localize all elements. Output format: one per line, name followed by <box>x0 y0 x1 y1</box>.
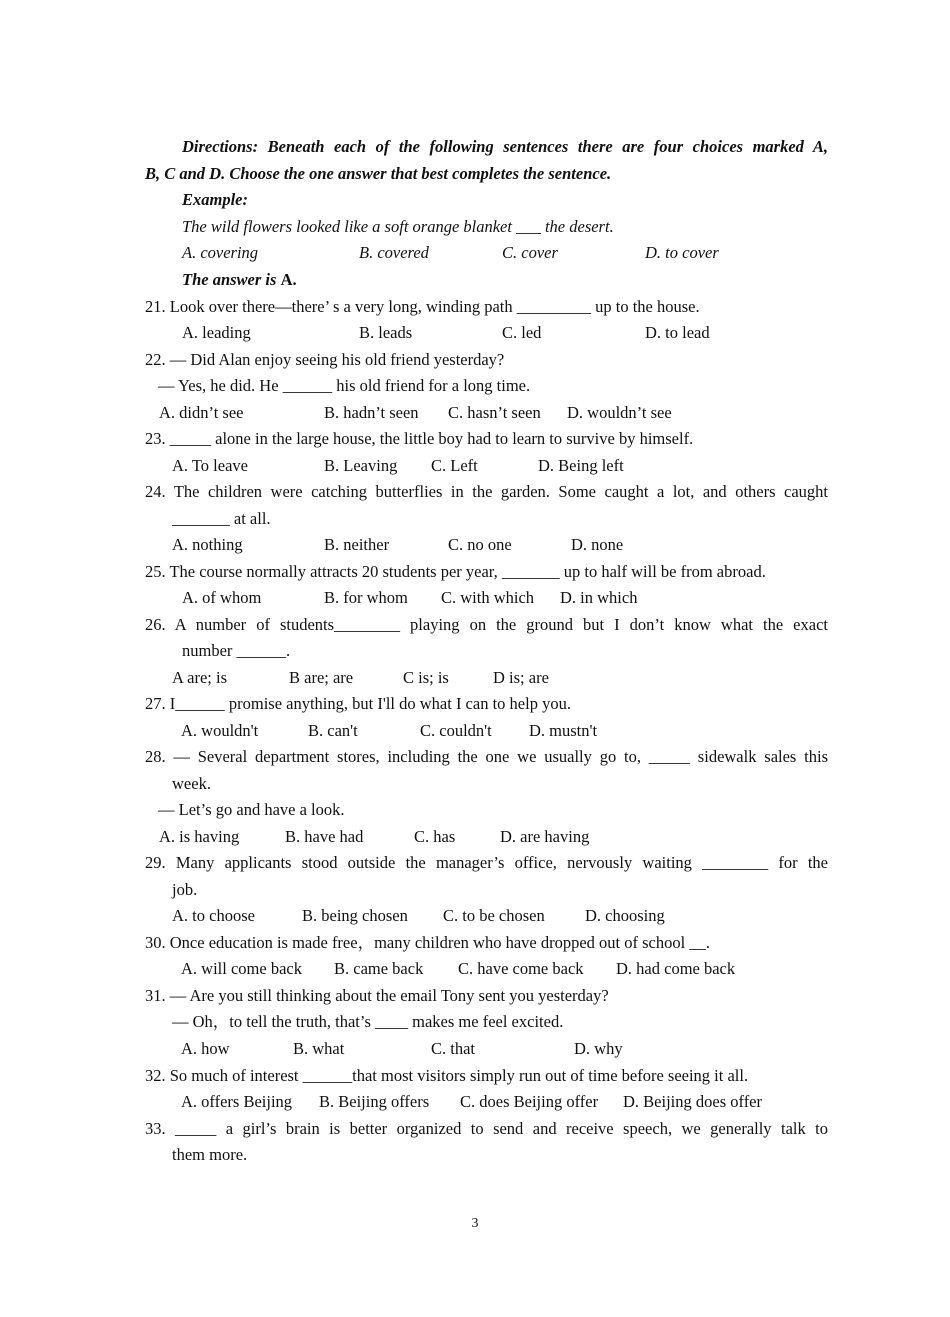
question-32-stem: 32. So much of interest ______that most visitors simply run out of time before seeing it all. <box>145 1066 749 1085</box>
example-option-b: B. covered <box>359 243 429 262</box>
q27-option-b: B. can't <box>308 721 358 740</box>
q30-option-d: D. had come back <box>616 959 736 978</box>
q26-option-a: A are; is <box>172 668 227 687</box>
q28-option-d: D. are having <box>500 827 590 846</box>
q26-option-c: C is; is <box>403 668 449 687</box>
question-29-stem-line-2: job. <box>172 880 198 899</box>
example-answer-prefix: The answer is <box>182 270 281 289</box>
question-28-reply: — Let’s go and have a look. <box>158 800 345 819</box>
q32-option-a: A. offers Beijing <box>181 1092 293 1111</box>
q24-option-c: C. no one <box>448 535 512 554</box>
q25-option-d: D. in which <box>560 588 638 607</box>
page-number: 3 <box>471 1216 479 1231</box>
q29-option-a: A. to choose <box>172 906 255 925</box>
q23-option-a: A. To leave <box>172 456 248 475</box>
q26-option-d: D is; are <box>493 668 549 687</box>
question-31-stem: 31. — Are you still thinking about the email Tony sent you yesterday? <box>145 986 609 1005</box>
example-option-a: A. covering <box>182 243 259 262</box>
example-label: Example: <box>182 190 248 209</box>
directions-line-2: B, C and D. Choose the one answer that best completes the sentence. <box>145 164 612 183</box>
q32-option-b: B. Beijing offers <box>319 1092 430 1111</box>
q21-option-c: C. led <box>502 323 542 342</box>
q32-option-d: D. Beijing does offer <box>623 1092 763 1111</box>
q24-option-b: B. neither <box>324 535 390 554</box>
q21-option-d: D. to lead <box>645 323 710 342</box>
question-31-reply: — Oh，to tell the truth, that’s ____ makes me feel excited. <box>172 1012 564 1031</box>
q22-option-d: D. wouldn’t see <box>567 403 672 422</box>
question-26-stem-line-1: 26. A number of students________ playing on the ground but I don’t know what the exact <box>145 615 828 634</box>
question-27-stem: 27. I______ promise anything, but I'll do what I can to help you. <box>145 694 571 713</box>
q31-option-c: C. that <box>431 1039 475 1058</box>
q25-option-c: C. with which <box>441 588 535 607</box>
q28-option-c: C. has <box>414 827 456 846</box>
q21-option-b: B. leads <box>359 323 413 342</box>
directions-line-1: Directions: Beneath each of the following sentences there are four choices marked A, <box>182 137 828 156</box>
q30-option-b: B. came back <box>334 959 424 978</box>
q22-option-b: B. hadn’t seen <box>324 403 419 422</box>
q30-option-a: A. will come back <box>181 959 302 978</box>
example-option-d: D. to cover <box>645 243 719 262</box>
q31-option-a: A. how <box>181 1039 230 1058</box>
question-30-stem: 30. Once education is made free，many children who have dropped out of school __. <box>145 933 710 952</box>
question-24-stem-line-2: _______ at all. <box>172 509 271 528</box>
example-answer <box>182 270 297 290</box>
q30-option-c: C. have come back <box>458 959 584 978</box>
q24-option-d: D. none <box>571 535 624 554</box>
q28-option-b: B. have had <box>285 827 364 846</box>
q29-option-c: C. to be chosen <box>443 906 545 925</box>
question-33-stem-line-1: 33. _____ a girl’s brain is better organized to send and receive speech, we generally talk to <box>145 1119 828 1138</box>
q25-option-a: A. of whom <box>182 588 262 607</box>
q22-option-a: A. didn’t see <box>159 403 244 422</box>
q31-option-b: B. what <box>293 1039 345 1058</box>
example-answer-letter: A. <box>280 270 297 289</box>
question-25-stem: 25. The course normally attracts 20 students per year, _______ up to half will be from abroad. <box>145 562 766 581</box>
q23-option-b: B. Leaving <box>324 456 398 475</box>
question-22-reply: — Yes, he did. He ______ his old friend for a long time. <box>158 376 531 395</box>
example-sentence: The wild flowers looked like a soft orange blanket ___ the desert. <box>182 217 614 236</box>
q23-option-d: D. Being left <box>538 456 624 475</box>
q28-option-a: A. is having <box>159 827 240 846</box>
question-22-stem: 22. — Did Alan enjoy seeing his old friend yesterday? <box>145 350 505 369</box>
q31-option-d: D. why <box>574 1039 623 1058</box>
q29-option-d: D. choosing <box>585 906 665 925</box>
q21-option-a: A. leading <box>182 323 251 342</box>
q32-option-c: C. does Beijing offer <box>460 1092 599 1111</box>
question-28-stem-line-2: week. <box>172 774 211 793</box>
question-33-stem-line-2: them more. <box>172 1145 248 1164</box>
q29-option-b: B. being chosen <box>302 906 408 925</box>
question-21-stem: 21. Look over there—there’ s a very long, winding path _________ up to the house. <box>145 297 700 316</box>
question-24-stem-line-1: 24. The children were catching butterflies in the garden. Some caught a lot, and others caught <box>145 482 828 501</box>
example-option-c: C. cover <box>502 243 558 262</box>
q25-option-b: B. for whom <box>324 588 408 607</box>
question-26-stem-line-2: number ______. <box>182 641 291 660</box>
q23-option-c: C. Left <box>431 456 478 475</box>
q27-option-c: C. couldn't <box>420 721 492 740</box>
question-23-stem: 23. _____ alone in the large house, the little boy had to learn to survive by himself. <box>145 429 694 448</box>
question-29-stem-line-1: 29. Many applicants stood outside the manager’s office, nervously waiting ________ for the <box>145 853 828 872</box>
q27-option-d: D. mustn't <box>529 721 598 740</box>
q26-option-b: B are; are <box>289 668 354 687</box>
question-28-stem-line-1: 28. — Several department stores, including the one we usually go to, _____ sidewalk sales this <box>145 747 828 766</box>
q27-option-a: A. wouldn't <box>181 721 259 740</box>
q24-option-a: A. nothing <box>172 535 243 554</box>
q22-option-c: C. hasn’t seen <box>448 403 541 422</box>
